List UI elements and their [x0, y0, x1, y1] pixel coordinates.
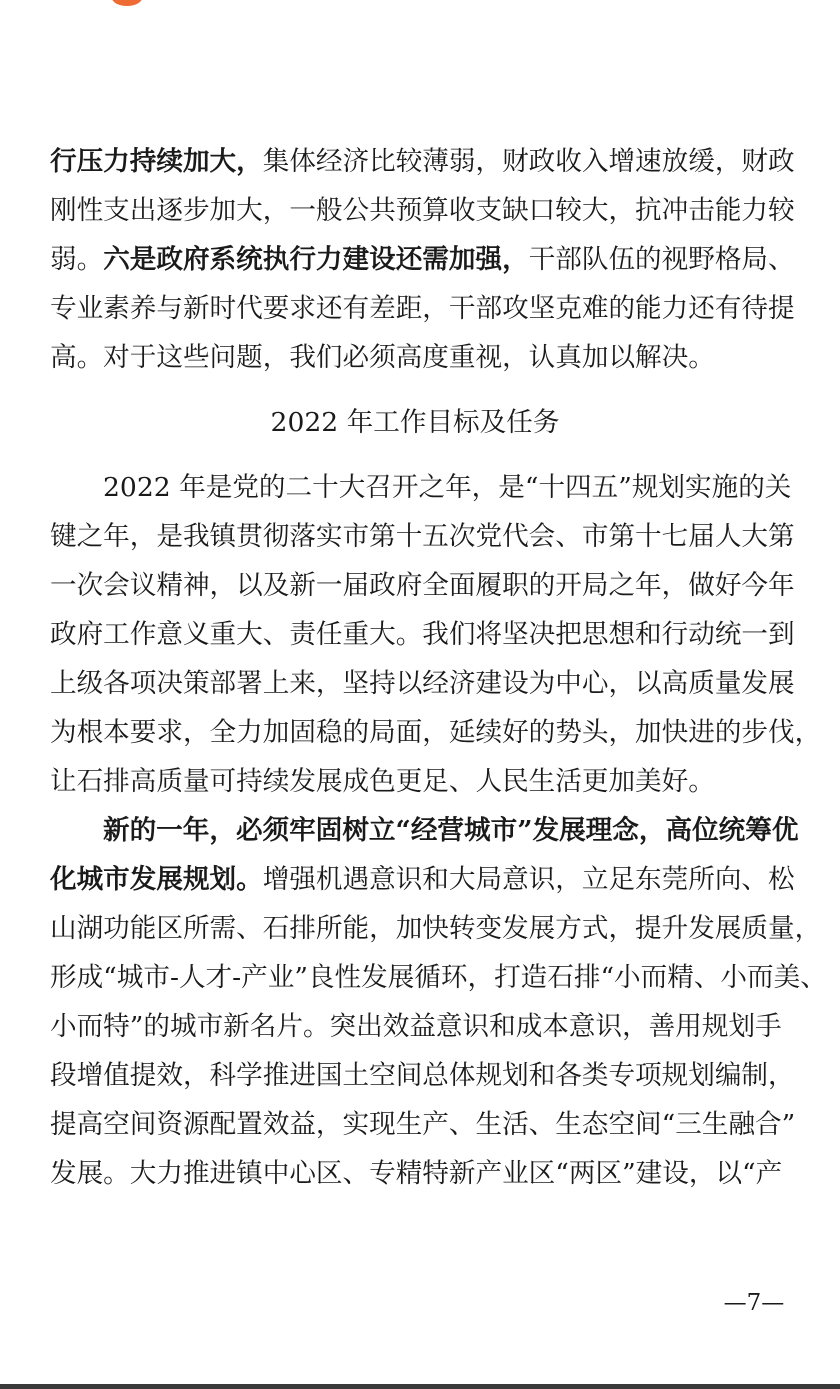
paragraph-3-line-7: 提高空间资源配置效益，实现生产、生活、生态空间“三生融合”	[50, 1109, 796, 1140]
paragraph-3-line-6: 段增值提效，科学推进国土空间总体规划和各类专项规划编制，	[50, 1060, 795, 1091]
paragraph-2-line-2: 键之年，是我镇贯彻落实市第十五次党代会、市第十七届人大第	[50, 521, 795, 552]
paragraph-3-line-2	[50, 861, 795, 899]
text-run: 集体经济比较薄弱，财政收入增速放缓，财政	[262, 146, 795, 177]
paragraph-2-line-7: 让石排高质量可持续发展成色更足、人民生活更加美好。	[50, 766, 715, 797]
bold-phrase: 行压力持续加大，	[50, 146, 263, 177]
paragraph-1-line-4: 专业素养与新时代要求还有差距，干部攻坚克难的能力还有待提	[50, 293, 795, 324]
bold-phrase: 六是政府系统执行力建设还需加强，	[103, 244, 529, 275]
paragraph-3-line-3: 山湖功能区所需、石排所能，加快转变发展方式，提升发展质量，	[50, 913, 822, 944]
paragraph-1-line-2: 刚性支出逐步加大，一般公共预算收支缺口较大，抗冲击能力较	[50, 195, 795, 226]
paragraph-2-line-3: 一次会议精神，以及新一届政府全面履职的开局之年，做好今年	[50, 570, 795, 601]
paragraph-3-line-5: 小而特”的城市新名片。突出效益意识和成本意识，善用规划手	[50, 1011, 782, 1042]
top-decoration-mark	[112, 0, 142, 6]
text-run: 弱。	[50, 244, 104, 275]
bold-phrase: 化城市发展规划。	[50, 864, 263, 895]
page-number: —7—	[723, 1290, 785, 1316]
paragraph-2-line-1: 2022 年是党的二十大召开之年，是“十四五”规划实施的关	[103, 472, 792, 503]
paragraph-1-line-3	[50, 241, 795, 279]
text-run: 干部队伍的视野格局、	[528, 244, 795, 275]
bottom-edge-divider	[0, 1384, 840, 1389]
paragraph-1-line-1	[50, 143, 795, 181]
paragraph-3-line-1: 新的一年，必须牢固树立“经营城市”发展理念，高位统筹优	[103, 815, 799, 846]
paragraph-3-line-8: 发展。大力推进镇中心区、专精特新产业区“两区”建设，以“产	[50, 1158, 783, 1189]
paragraph-2-line-4: 政府工作意义重大、责任重大。我们将坚决把思想和行动统一到	[50, 619, 795, 650]
paragraph-3-line-4: 形成“城市-人才-产业”良性发展循环，打造石排“小而精、小而美、	[50, 962, 827, 993]
paragraph-2-line-5: 上级各项决策部署上来，坚持以经济建设为中心，以高质量发展	[50, 668, 795, 699]
paragraph-2-line-6: 为根本要求，全力加固稳的局面，延续好的势头，加快进的步伐，	[50, 717, 822, 748]
text-run: 增强机遇意识和大局意识，立足东莞所向、松	[262, 864, 795, 895]
paragraph-1-line-5: 高。对于这些问题，我们必须高度重视，认真加以解决。	[50, 342, 715, 373]
section-heading: 2022 年工作目标及任务	[270, 407, 560, 438]
